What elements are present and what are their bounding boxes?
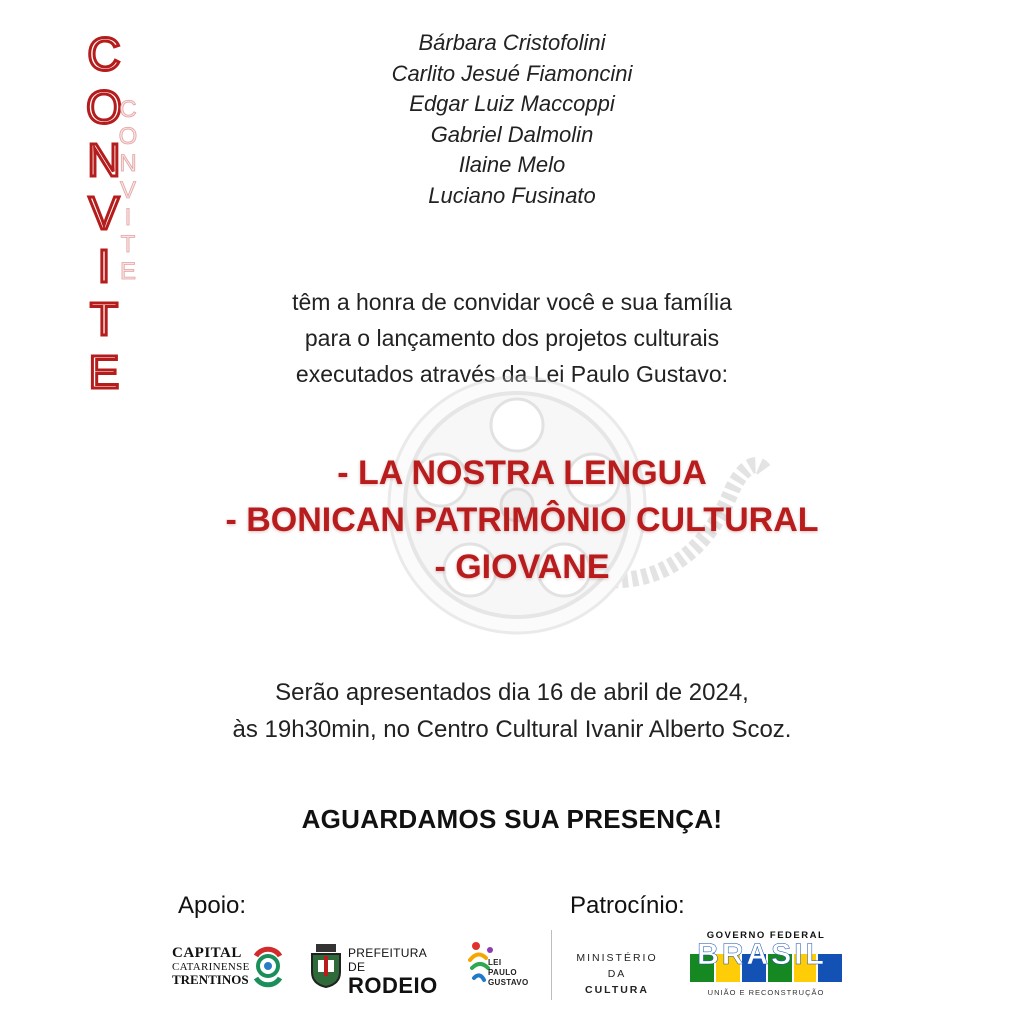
convite-ghost-letter: N [119, 150, 137, 177]
project-title: - LA NOSTRA LENGUA [337, 454, 707, 492]
capital-line3: TRENTINOS [172, 972, 249, 987]
organizer-name: Carlito Jesué Fiamoncini [391, 60, 633, 86]
organizer-name: Gabriel Dalmolin [430, 121, 594, 147]
event-schedule [162, 674, 862, 748]
patrocinio-label: Patrocínio: [570, 892, 685, 919]
closing-message: AGUARDAMOS SUA PRESENÇA! [301, 804, 723, 834]
convite-ghost-letter: O [118, 123, 138, 150]
lei-paulo-gustavo-logo [468, 938, 538, 994]
intro-line: para o lançamento dos projetos culturais [304, 325, 720, 351]
convite-letter: T [89, 293, 119, 345]
prefeitura-rodeio-logo [308, 940, 442, 998]
organizer-name: Bárbara Cristofolini [418, 30, 606, 55]
organizer-list [312, 28, 712, 211]
intro-line: executados através da Lei Paulo Gustavo: [295, 361, 729, 387]
convite-ghost-letter: E [119, 258, 136, 285]
capital-catarinense-logo [172, 940, 292, 996]
brasil-word: BRASIL [697, 938, 827, 971]
governo-federal-logo [686, 928, 846, 1000]
organizer-name: Ilaine Melo [458, 152, 566, 177]
ministerio-line2: CULTURA [585, 984, 649, 996]
lpg-line1: LEI [488, 958, 502, 967]
lpg-line3: GUSTAVO [488, 978, 529, 987]
rodeio-prefix: PREFEITURA DE [348, 946, 427, 974]
capital-emblem-icon [250, 940, 286, 990]
project-title: - BONICAN PATRIMÔNIO CULTURAL [225, 501, 819, 539]
schedule-line: às 19h30min, no Centro Cultural Ivanir Alberto Scoz. [232, 716, 792, 743]
convite-letter: O [86, 81, 122, 133]
convite-ghost-title [116, 96, 140, 285]
convite-ghost-letter: T [120, 231, 136, 258]
apoio-label: Apoio: [178, 892, 247, 919]
lpg-line2: PAULO [488, 968, 517, 977]
organizer-name: Edgar Luiz Maccoppi [409, 91, 615, 116]
ministerio-cultura-logo [565, 950, 669, 998]
convite-ghost-letter: I [124, 204, 132, 231]
convite-letter: N [87, 134, 121, 186]
footer-divider [551, 930, 552, 1000]
rodeio-crest-icon [308, 942, 344, 988]
governo-top-text: GOVERNO FEDERAL [706, 930, 826, 941]
project-title: - GIOVANE [434, 548, 610, 586]
convite-letter: C [87, 28, 121, 80]
project-list [140, 450, 904, 591]
intro-line: têm a honra de convidar você e sua família [292, 289, 732, 315]
convite-letter: E [88, 346, 120, 398]
capital-line1: CAPITAL [172, 945, 242, 961]
convite-ghost-letter: C [119, 96, 137, 123]
organizer-name: Luciano Fusinato [428, 182, 596, 208]
schedule-line: Serão apresentados dia 16 de abril de 2024, [275, 679, 749, 706]
capital-line2: CATARINENSE [172, 961, 250, 973]
convite-letter: I [97, 240, 111, 292]
rodeio-name: RODEIO [348, 973, 438, 998]
convite-letter: V [88, 187, 120, 239]
ministerio-line1: MINISTÉRIO DA [576, 952, 658, 980]
convite-ghost-letter: V [119, 177, 136, 204]
governo-bottom-text: UNIÃO E RECONSTRUÇÃO [707, 988, 825, 997]
